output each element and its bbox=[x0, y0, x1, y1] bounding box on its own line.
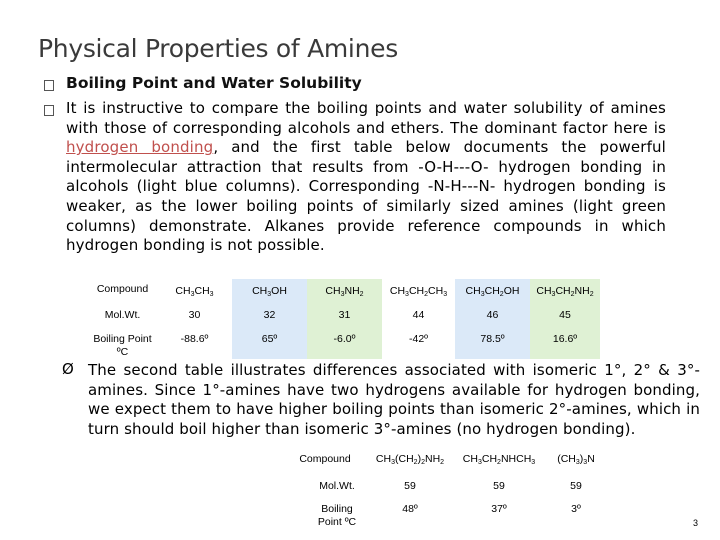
compound-ethylamine: $CH_3CH_2NH_2$ bbox=[530, 279, 600, 303]
compound-ethanol: $CH_3CH_2OH$ bbox=[455, 279, 530, 303]
compound-methanol: $CH_3OH$ bbox=[232, 279, 307, 303]
table-cell: 30 bbox=[188, 309, 201, 321]
table-cell: 45 bbox=[530, 303, 600, 327]
table-row bbox=[278, 497, 608, 533]
paragraph-text: It is instructive to compare the boiling points and water solubility of amines with those of corresponding alcohols and ethers. The dominant factor here is bbox=[66, 99, 666, 137]
table-cell: 3º bbox=[571, 503, 581, 515]
table-cell: 59 bbox=[570, 480, 582, 492]
intro-paragraph bbox=[66, 99, 666, 256]
row-label: Mol.Wt. bbox=[104, 309, 141, 321]
table-cell: -42º bbox=[408, 333, 428, 345]
bullet-square-icon bbox=[44, 80, 54, 91]
table-cell: 16.6º bbox=[530, 327, 600, 359]
row-label: Mol.Wt. bbox=[319, 480, 355, 492]
compound-methylamine: $CH_3NH_2$ bbox=[307, 279, 382, 303]
page-number: 3 bbox=[693, 518, 699, 528]
table-cell: 59 bbox=[493, 480, 505, 492]
row-label: Compound bbox=[96, 283, 149, 295]
row-label: Boiling Point ºC bbox=[93, 333, 152, 358]
table-cell: 48º bbox=[402, 503, 418, 515]
table-cell: -88.6º bbox=[180, 333, 209, 345]
table-cell: 37º bbox=[491, 503, 507, 515]
compound-trimethylamine: $(CH_3)_3N$ bbox=[557, 453, 595, 466]
compound-ethylmethylamine: $CH_3CH_2NHCH_3$ bbox=[462, 453, 536, 466]
table-cell: 78.5º bbox=[455, 327, 530, 359]
bullet-square-icon bbox=[44, 105, 54, 116]
paragraph-text: , and the first table below documents the powerful intermolecular attraction that results from -O-H---O- hydrogen bonding in alcohols (light blue columns). Corresponding -N-H---N- hydrogen bonding is weaker, as the lower boiling points of similarly sized amines (light green columns) demonstrate. Alkanes provide reference compounds in which hydrogen bonding is not possible. bbox=[66, 138, 666, 255]
second-paragraph: The second table illustrates differences associated with isomeric 1°, 2° & 3°-amines. Since 1°-amines have two hydrogens available for hydrogen bonding, we expect them to have higher boiling points than isomeric 2°-amines, which in turn should boil higher than isomeric 3°-amines (no hydrogen bonding). bbox=[88, 361, 700, 438]
row-label: Compound bbox=[299, 453, 351, 465]
table-row bbox=[82, 327, 600, 359]
table-row bbox=[278, 447, 608, 474]
table-row bbox=[278, 474, 608, 497]
compound-ethane: $CH_3CH_3$ bbox=[175, 285, 214, 298]
table-cell: 65º bbox=[232, 327, 307, 359]
hydrogen-bonding-link[interactable]: hydrogen bonding bbox=[66, 138, 214, 157]
section-heading: Boiling Point and Water Solubility bbox=[66, 74, 362, 92]
isomer-table bbox=[278, 447, 608, 533]
table-cell: 46 bbox=[455, 303, 530, 327]
slide-title: Physical Properties of Amines bbox=[38, 34, 398, 63]
table-cell: -6.0º bbox=[307, 327, 382, 359]
table-cell: 59 bbox=[404, 480, 416, 492]
table-row bbox=[82, 303, 600, 327]
row-label: Boiling Point ºC bbox=[317, 503, 357, 528]
compound-propane: $CH_3CH_2CH_3$ bbox=[389, 285, 448, 298]
arrow-bullet-icon: Ø bbox=[62, 360, 74, 378]
table-cell: 32 bbox=[232, 303, 307, 327]
table-cell: 44 bbox=[412, 309, 425, 321]
table-row bbox=[82, 279, 600, 303]
table-cell: 31 bbox=[307, 303, 382, 327]
compound-propylamine: $CH_3(CH_2)_2NH_2$ bbox=[375, 453, 445, 466]
boiling-point-table bbox=[82, 279, 600, 359]
